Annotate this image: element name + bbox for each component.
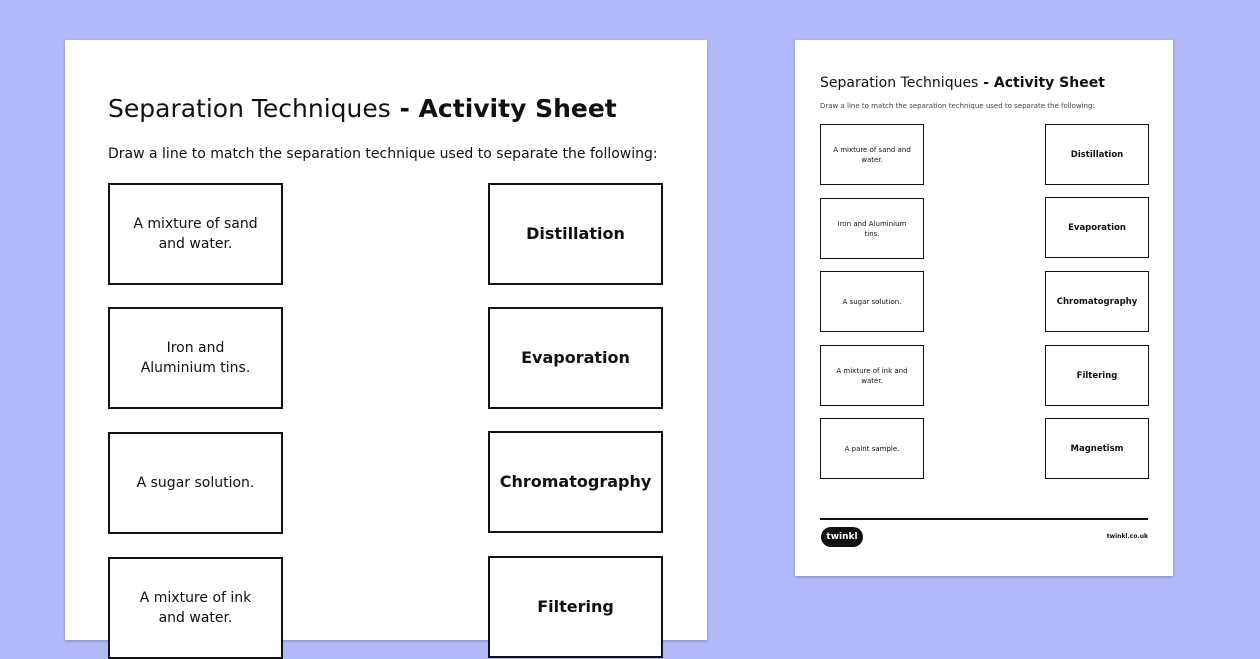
worksheet-zoomed [65, 40, 707, 640]
worksheet-title [820, 75, 1105, 91]
mixture-card: Iron and Aluminium tins. [820, 198, 924, 259]
technique-card: Magnetism [1045, 418, 1149, 479]
twinkl-logo: twinkl [821, 527, 863, 547]
instruction-text: Draw a line to match the separation technique used to separate the following: [820, 102, 1095, 110]
mixture-card: A mixture of sand and water. [820, 124, 924, 185]
technique-card: Filtering [488, 556, 663, 658]
mixture-card: A mixture of ink and water. [108, 557, 283, 659]
mixture-card: A paint sample. [820, 418, 924, 479]
mixture-card: A sugar solution. [108, 432, 283, 534]
instruction-text: Draw a line to match the separation technique used to separate the following: [108, 146, 658, 162]
technique-card: Distillation [488, 183, 663, 285]
worksheet-full [795, 40, 1173, 576]
title-bold: Activity Sheet [418, 94, 617, 123]
title-separator: - [390, 94, 419, 123]
technique-card: Evaporation [488, 307, 663, 409]
worksheet-title [108, 94, 617, 123]
mixture-card: A mixture of ink and water. [820, 345, 924, 406]
title-main: Separation Techniques [108, 94, 391, 123]
mixture-card: A mixture of sand and water. [108, 183, 283, 285]
title-separator: - [978, 75, 994, 91]
technique-card: Distillation [1045, 124, 1149, 185]
technique-card: Chromatography [488, 431, 663, 533]
technique-card: Evaporation [1045, 197, 1149, 258]
technique-card: Filtering [1045, 345, 1149, 406]
footer-divider [820, 518, 1148, 520]
title-bold: Activity Sheet [993, 75, 1105, 91]
footer-website: twinkl.co.uk [1106, 533, 1148, 540]
mixture-card: Iron and Aluminium tins. [108, 307, 283, 409]
technique-card: Chromatography [1045, 271, 1149, 332]
mixture-card: A sugar solution. [820, 271, 924, 332]
title-main: Separation Techniques [820, 75, 979, 91]
